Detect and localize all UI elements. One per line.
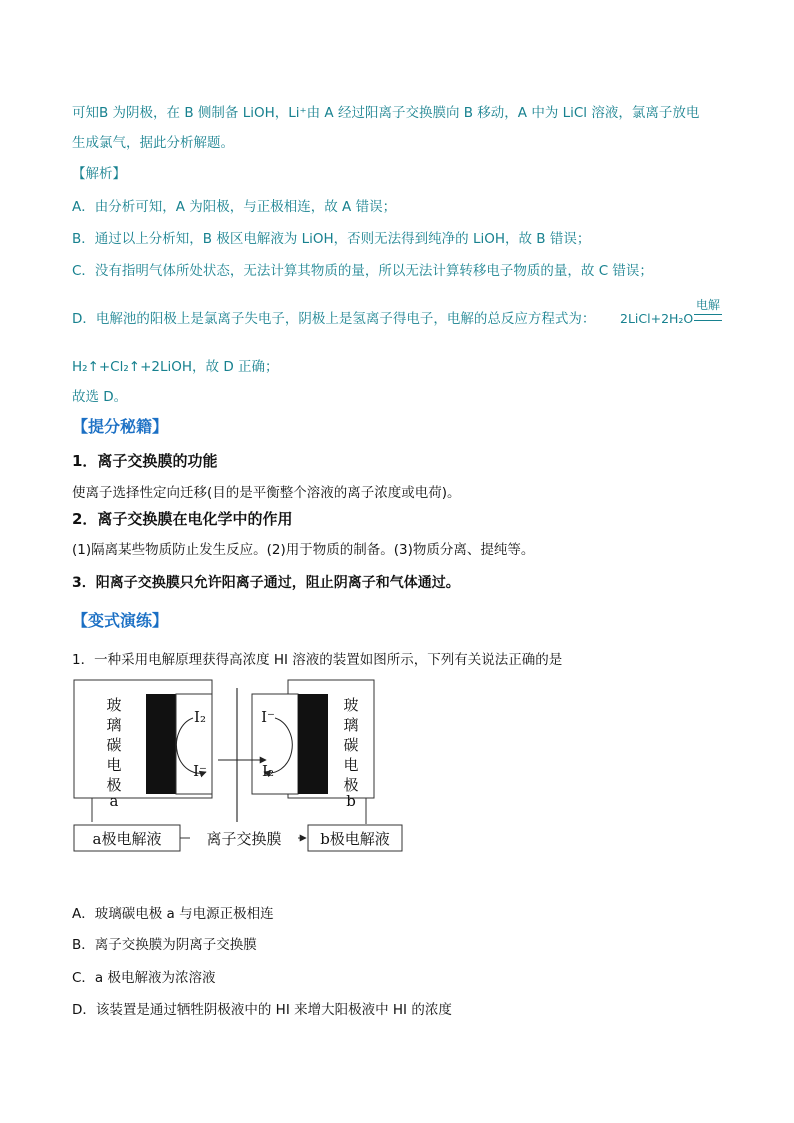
tip-1-title: 1．离子交换膜的功能 (72, 452, 218, 470)
jiexi-label: 【解析】 (72, 166, 126, 182)
equation-condition: 电解 (695, 298, 720, 312)
left-top-species: I₂ (194, 708, 206, 726)
analysis-option-b: B．通过以上分析知，B 极区电解液为 LiOH，否则无法得到纯净的 LiOH，故 B 错误； (72, 231, 591, 247)
left-label-0: 玻 (106, 696, 122, 714)
practice-option-c: C．a 极电解液为浓溶液 (72, 970, 216, 986)
right-bottom-species: I₂ (262, 762, 274, 780)
analysis-option-c: C．没有指明气体所处状态，无法计算其物质的量，所以无法计算转移电子物质的量，故 C 错误； (72, 263, 653, 279)
left-label-3: 电 (106, 756, 122, 774)
tip-2-title: 2．离子交换膜在电化学中的作用 (72, 510, 293, 528)
conclusion: 故选 D。 (72, 389, 128, 405)
analysis-line-2: 生成氯气，据此分析解题。 (72, 135, 234, 151)
left-label-2: 碳 (106, 736, 122, 754)
practice-option-a: A．玻璃碳电极 a 与电源正极相连 (72, 906, 274, 922)
left-label-1: 璃 (106, 716, 122, 734)
right-label-1: 璃 (343, 716, 359, 734)
right-box-label: b极电解液 (320, 830, 390, 848)
analysis-line-1: 可知B 为阴极，在 B 侧制备 LiOH，Li⁺由 A 经过阳离子交换膜向 B 移动，A 中为 LiCl 溶液，氯离子放电 (72, 105, 700, 121)
left-electrode (146, 694, 176, 794)
practice-question: 1．一种采用电解原理获得高浓度 HI 溶液的装置如图所示，下列有关说法正确的是 (72, 652, 563, 668)
membrane-label: 离子交换膜 (206, 830, 282, 848)
practice-option-d: D．该装置是通过牺牲阴极液中的 HI 来增大阳极液中 HI 的浓度 (72, 1002, 452, 1018)
right-electrode (298, 694, 328, 794)
analysis-option-d: D．电解池的阳极上是氯离子失电子，阴极上是氢离子得电子，电解的总反应方程式为： (72, 311, 596, 327)
right-label-0: 玻 (343, 696, 359, 714)
electrolysis-diagram (70, 672, 410, 858)
right-solution (252, 694, 298, 794)
equation-double-line (694, 314, 722, 321)
analysis-option-a: A．由分析可知，A 为阳极，与正极相连，故 A 错误； (72, 199, 397, 215)
right-label-2: 碳 (343, 736, 359, 754)
tip-2-body: (1)隔离某些物质防止发生反应。(2)用于物质的制备。(3)物质分离、提纯等。 (72, 542, 535, 558)
tip-3-title: 3．阳离子交换膜只允许阳离子通过，阻止阴离子和气体通过。 (72, 575, 460, 591)
left-bottom-species: I⁻ (193, 762, 207, 780)
left-label-4: 极 (106, 776, 122, 794)
left-box-label: a极电解液 (92, 830, 162, 848)
practice-option-b: B．离子交换膜为阴离子交换膜 (72, 937, 257, 953)
tips-header: 【提分秘籍】 (72, 417, 169, 436)
right-label-5: b (346, 792, 356, 810)
left-label-5: a (109, 792, 119, 810)
equation-left: 2LiCl+2H₂O (620, 311, 694, 326)
right-label-3: 电 (343, 756, 359, 774)
right-label-4: 极 (343, 776, 359, 794)
equation-right: H₂↑+Cl₂↑+2LiOH，故 D 正确； (72, 359, 279, 375)
right-top-species: I⁻ (261, 708, 275, 726)
tip-1-body: 使离子选择性定向迁移(目的是平衡整个溶液的离子浓度或电荷)。 (72, 485, 461, 501)
practice-header: 【变式演练】 (72, 611, 169, 630)
